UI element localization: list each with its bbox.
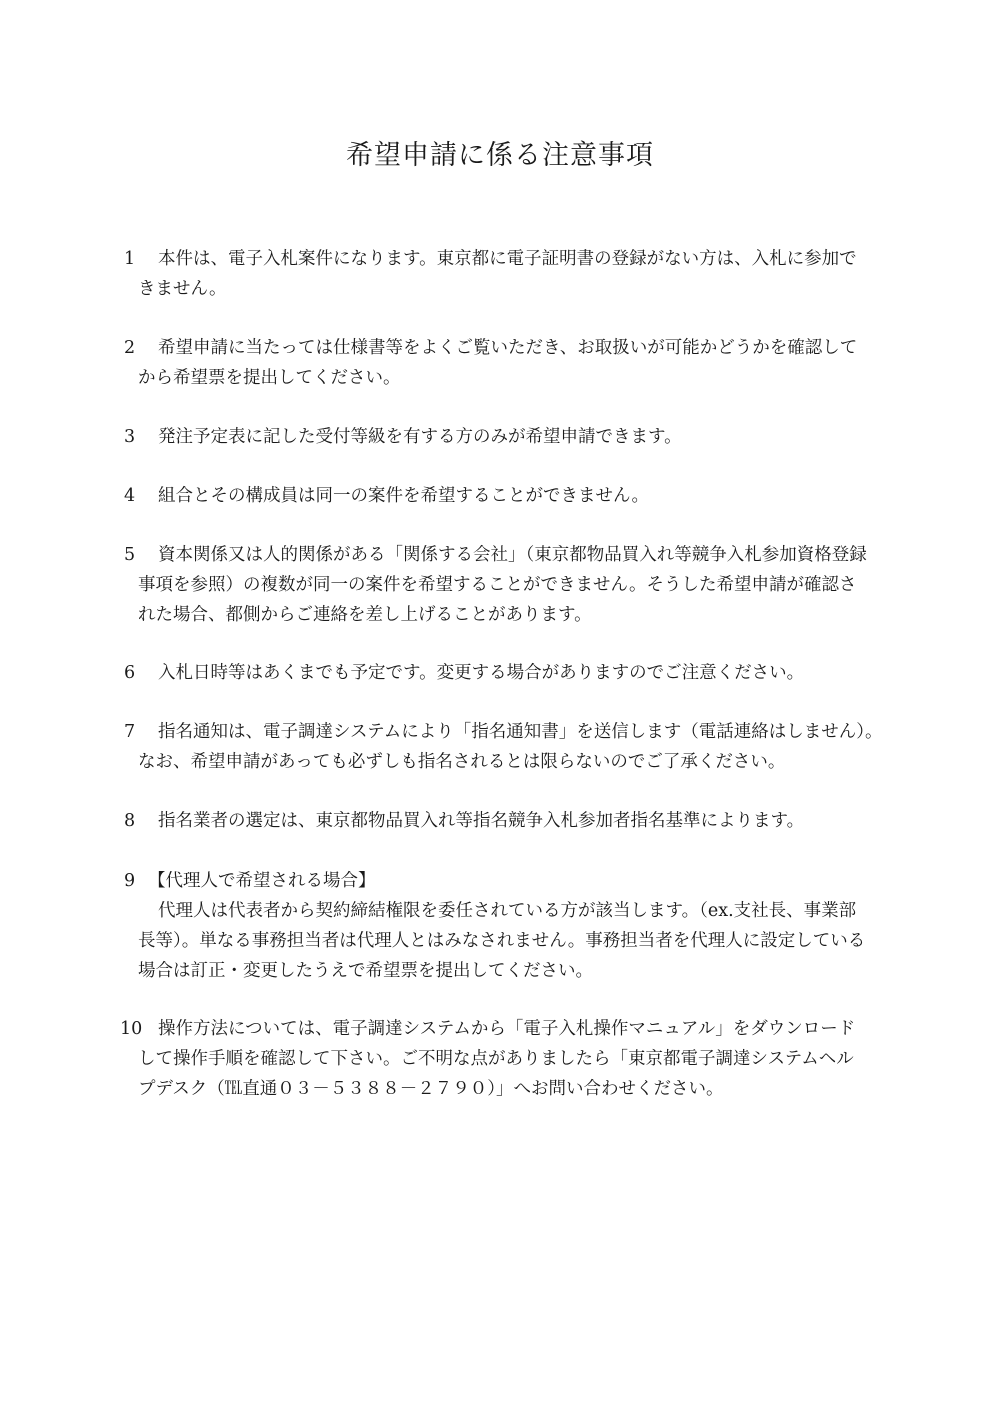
- page-title: 希望申請に係る注意事項: [346, 140, 654, 171]
- notice-item-4: [120, 481, 920, 511]
- item-text-line: 場合は訂正・変更したうえで希望票を提出してください。: [138, 961, 593, 981]
- item-text-line: れた場合、都側からご連絡を差し上げることがあります。: [138, 605, 592, 625]
- item-text-line: して操作手順を確認して下さい。ご不明な点がありましたら「東京都電子調達システムヘル: [138, 1049, 854, 1069]
- item-number: 10: [120, 1019, 143, 1039]
- item-number: 9: [124, 871, 136, 891]
- notice-item-5: [120, 540, 920, 630]
- item-text-line: 組合とその構成員は同一の案件を希望することができません。: [158, 486, 650, 506]
- item-text-line: 本件は、電子入札案件になります。東京都に電子証明書の登録がない方は、入札に参加で: [158, 249, 857, 269]
- item-text-line: なお、希望申請があっても必ずしも指名されるとは限らないのでご了承ください。: [138, 752, 786, 772]
- item-text-line: 事項を参照）の複数が同一の案件を希望することができません。そうした希望申請が確認さ: [138, 575, 857, 595]
- item-text-line: 発注予定表に記した受付等級を有する方のみが希望申請できます。: [158, 427, 682, 447]
- item-number: 2: [124, 338, 136, 358]
- item-text-line: 指名通知は、電子調達システムにより「指名通知書」を送信します（電話連絡はしません）。: [158, 722, 883, 742]
- item-number: 3: [124, 427, 136, 447]
- notice-item-8: [120, 806, 920, 836]
- item-number: 7: [124, 722, 136, 742]
- item-heading: 【代理人で希望される場合】: [148, 871, 376, 891]
- notice-item-9: [120, 866, 920, 986]
- item-text-line: プデスク（℡直通０３－５３８８－２７９０）」へお問い合わせください。: [138, 1079, 724, 1099]
- item-text-line: きません。: [138, 279, 227, 299]
- item-text-line: 希望申請に当たっては仕様書等をよくご覧いただき、お取扱いが可能かどうかを確認して: [158, 338, 858, 358]
- item-text-line: 操作方法については、電子調達システムから「電子入札操作マニュアル」をダウンロード: [158, 1019, 856, 1039]
- notice-item-3: [120, 422, 920, 452]
- item-text-line: 入札日時等はあくまでも予定です。変更する場合がありますのでご注意ください。: [158, 663, 805, 683]
- notice-item-6: [120, 658, 920, 688]
- item-text-line: 資本関係又は人的関係がある「関係する会社」（東京都物品買入れ等競争入札参加資格登録: [158, 545, 867, 565]
- item-text-line: 長等）。単なる事務担当者は代理人とはみなされません。事務担当者を代理人に設定している: [138, 931, 866, 951]
- item-number: 8: [124, 811, 136, 831]
- notice-item-1: [120, 244, 920, 304]
- notice-item-10: [120, 1014, 920, 1104]
- item-number: 5: [124, 545, 136, 565]
- notice-item-2: [120, 333, 920, 393]
- item-text-line: から希望票を提出してください。: [138, 368, 401, 388]
- notice-item-7: [120, 717, 920, 777]
- item-number: 1: [124, 249, 136, 269]
- item-text-line: 指名業者の選定は、東京都物品買入れ等指名競争入札参加者指名基準によります。: [158, 811, 805, 831]
- item-text-line: 代理人は代表者から契約締結権限を委任されている方が該当します。（ex.支社長、事業部: [158, 901, 857, 921]
- item-number: 4: [124, 486, 136, 506]
- item-number: 6: [124, 663, 136, 683]
